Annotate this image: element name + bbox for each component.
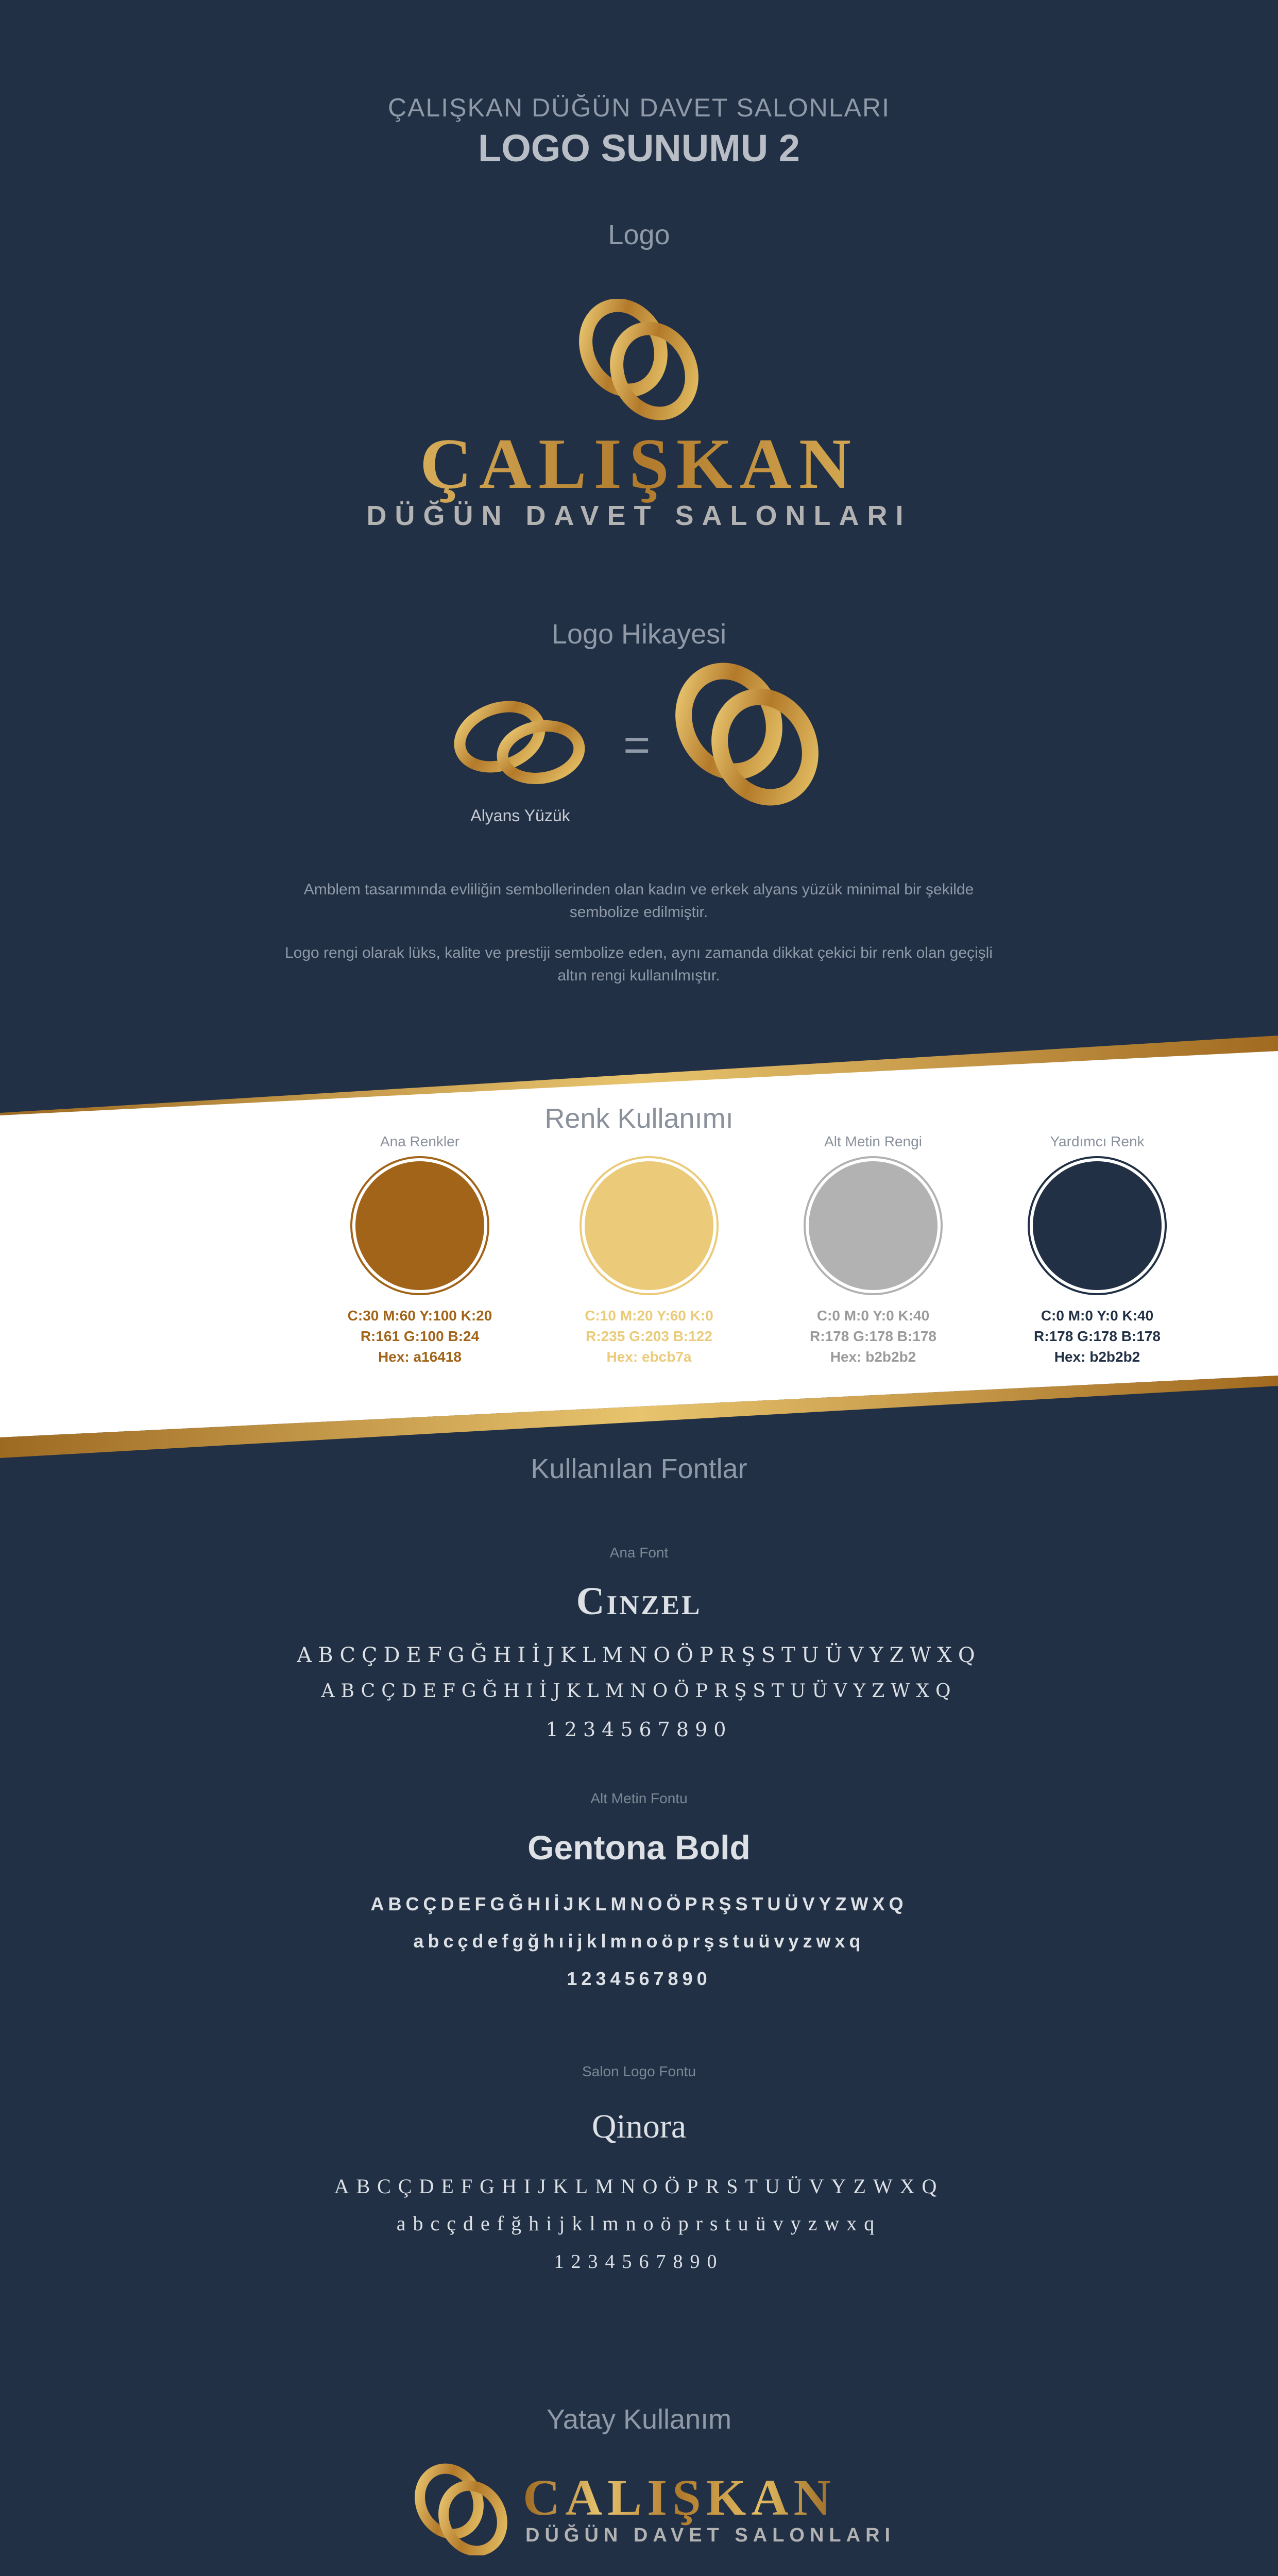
font-sub-upper: ABCÇDEFGĞHIİJKLMNOÖPRŞSTUÜVYZWXQ [370,1893,908,1914]
swatch-circle [809,1161,938,1290]
swatch-cmyk: C:0 M:0 Y:0 K:40 [1041,1308,1154,1324]
swatch-label: Ana Renkler [380,1133,460,1149]
swatch-circle [355,1161,484,1290]
swatch-label: Alt Metin Rengi [824,1133,922,1149]
equals-sign: = [623,719,651,771]
font-main-digits: 1234567890 [546,1718,732,1741]
font-salon-name: Qinora [591,2108,687,2145]
rings-caption: Alyans Yüzük [470,806,570,825]
swatch-hex: Hex: a16418 [378,1349,462,1365]
font-salon-upper: ABCÇDEFGHIJKLMNOÖPRSTUÜVYZWXQ [334,2175,944,2198]
swatch-primary-light [536,1133,762,1367]
swatch-sub-text [760,1133,986,1367]
horizontal-tagline: DÜĞÜN DAVET SALONLARI [525,2524,896,2546]
swatch-hex: Hex: ebcb7a [606,1349,692,1365]
wedding-rings-photo-icon [448,685,592,799]
swatch-circle [585,1161,713,1290]
swatch-rgb: R:235 G:203 B:122 [586,1328,712,1344]
font-sub-digits: 1234567890 [567,1968,711,1989]
font-main-upper: ABCÇDEFGĞHIİJKLMNOÖPRŞSTUÜVYZWXQ [297,1643,981,1667]
swatch-hex: Hex: b2b2b2 [1054,1349,1140,1365]
swatch-label [536,1133,762,1151]
font-main-name: Cinzel [576,1580,702,1623]
logo-section-title: Logo [608,219,670,250]
story-paragraph-1: Amblem tasarımında evliliğin sembollerinden olan kadın ve erkek alyans yüzük minimal bir şekilde sembolize edilmiştir. [303,881,974,921]
swatch-rgb: R:178 G:178 B:178 [1034,1328,1161,1344]
swatch-circle [1033,1161,1162,1290]
font-sub-lower: abcçdefgğhıijklmnoöprşstuüvyzwxq [413,1930,865,1952]
font-main-lower: ABCÇDEFGĞHIİJKLMNOÖPRŞSTUÜVYZWXQ [321,1681,957,1702]
swatch-hex: Hex: b2b2b2 [830,1349,916,1365]
logo-brand: ÇALIŞKAN [0,422,1278,505]
horizontal-brand: CALIŞKAN [523,2469,836,2526]
swatch-label: Yardımcı Renk [1050,1133,1145,1149]
swatch-rgb: R:161 G:100 B:24 [360,1328,480,1344]
rings-emblem-icon [412,2463,510,2555]
swatch-secondary [984,1133,1211,1367]
font-sub-name: Gentona Bold [527,1828,751,1867]
header-subtitle: ÇALIŞKAN DÜĞÜN DAVET SALONLARI [387,93,891,122]
header-title: LOGO SUNUMU 2 [478,127,800,170]
story-paragraph-2: Logo rengi olarak lüks, kalite ve prestiji sembolize eden, aynı zamanda dikkat çekici bir renk olan geçişli altın rengi kullanılmıştır. [284,944,993,984]
font-salon-lower: abcçdefğhijklmnoöprstuüvyzwxq [396,2212,882,2235]
story-title: Logo Hikayesi [551,619,727,650]
swatch-cmyk: C:10 M:20 Y:60 K:0 [585,1308,713,1324]
swatch-rgb: R:178 G:178 B:178 [810,1328,936,1344]
horizontal-title: Yatay Kullanım [546,2404,732,2435]
swatch-primary-dark [306,1133,533,1367]
logo-tagline: DÜĞÜN DAVET SALONLARI [366,500,912,531]
font-salon-label: Salon Logo Fontu [582,2063,696,2079]
colors-title: Renk Kullanımı [544,1103,734,1134]
font-sub-label: Alt Metin Fontu [590,1790,688,1806]
swatch-cmyk: C:0 M:0 Y:0 K:40 [816,1308,930,1324]
rings-emblem-icon [670,662,824,806]
font-main-label: Ana Font [609,1545,669,1561]
fonts-title: Kullanılan Fontlar [531,1453,747,1484]
font-salon-digits: 1234567890 [554,2251,724,2273]
swatch-cmyk: C:30 M:60 Y:100 K:20 [347,1308,492,1324]
rings-emblem-icon [574,299,703,422]
